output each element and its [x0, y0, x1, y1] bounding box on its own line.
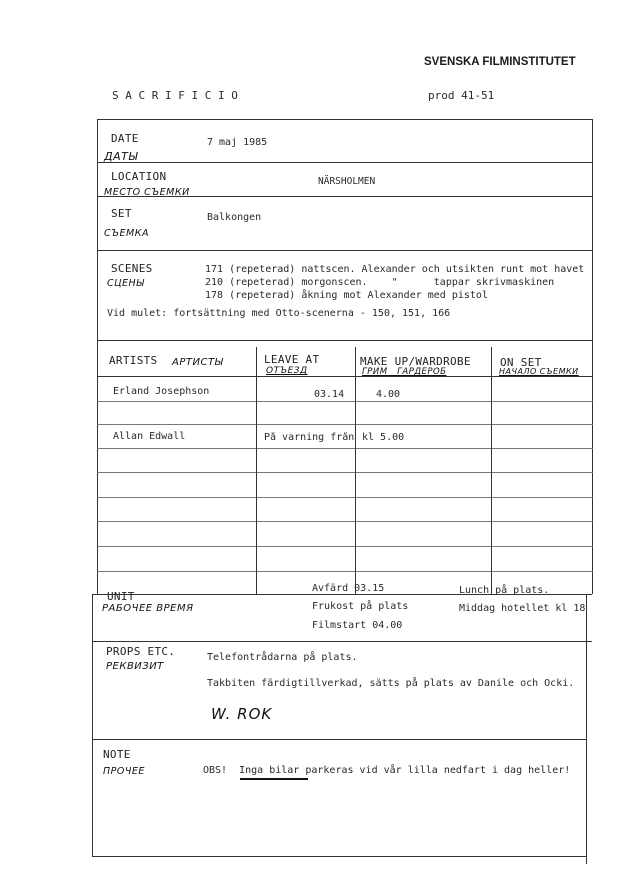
- table-row-makeup: 4.00: [376, 389, 401, 400]
- location-label-ru: МЕСТО СЪЕМКИ: [104, 187, 190, 198]
- table-row-makeup: kl 5.00: [362, 432, 405, 443]
- film-title: S A C R I F I C I O: [112, 89, 238, 102]
- unit-item: Frukost på plats: [312, 601, 409, 612]
- location-value: NÄRSHOLMEN: [318, 176, 376, 187]
- scenes-label-ru: СЦЕНЫ: [107, 278, 145, 289]
- scenes-note: Vid mulet: fortsättning med Otto-scenerna - 150, 151, 166: [107, 308, 451, 319]
- date-label: DATE: [111, 132, 139, 145]
- makeup-header: MAKE UP/WARDROBE: [360, 355, 471, 368]
- props-label-ru: РЕКВИЗИТ: [106, 661, 164, 672]
- unit-item: Avfärd 03.15: [312, 583, 385, 594]
- leave-at-header: LEAVE AT: [264, 353, 320, 366]
- note-label: NOTE: [103, 748, 131, 761]
- unit-label-ru: РАБОЧЕЕ ВРЕМЯ: [102, 603, 194, 614]
- props-label: PROPS ETC.: [106, 645, 176, 658]
- props-handwritten-note: W. ROK: [211, 705, 273, 723]
- props-line: Telefontrådarna på plats.: [207, 652, 358, 663]
- props-line: Takbiten färdigtillverkad, sätts på plats av Danile och Ocki.: [207, 678, 575, 689]
- scene-line: 171 (repeterad) nattscen. Alexander och utsikten runt mot havet: [205, 264, 585, 275]
- set-label: SET: [111, 207, 132, 220]
- table-row-leave: 03.14: [314, 389, 345, 400]
- on-set-header-ru: НАЧАЛО СЪЕМКИ: [499, 367, 579, 376]
- unit-item: Middag hotellet kl 18: [459, 603, 586, 614]
- note-underline: [240, 778, 308, 780]
- artists-header: ARTISTS: [109, 354, 158, 367]
- leave-at-header-ru: ОТЪЕЗД: [266, 366, 308, 376]
- scenes-label: SCENES: [111, 262, 153, 275]
- date-value: 7 maj 1985: [207, 137, 268, 148]
- institute-name: SVENSKA FILMINSTITUTET: [424, 56, 576, 68]
- set-value: Balkongen: [207, 212, 262, 223]
- note-label-ru: ПРОЧЕЕ: [103, 766, 145, 777]
- unit-label: UNIT: [107, 590, 135, 603]
- table-row-leave: På varning från: [264, 432, 355, 443]
- table-row-artist: Erland Josephson: [113, 386, 210, 397]
- table-row-artist: Allan Edwall: [113, 431, 186, 442]
- unit-item: Filmstart 04.00: [312, 620, 403, 631]
- production-number: prod 41-51: [428, 89, 495, 102]
- on-set-header: ON SET: [500, 356, 542, 369]
- unit-item: Lunch på plats.: [459, 585, 550, 596]
- set-label-ru: СЪЕМКА: [104, 228, 149, 239]
- note-text: OBS! Inga bilar parkeras vid vår lilla nedfart i dag heller!: [203, 765, 571, 776]
- scene-line: 210 (repeterad) morgonscen. " tappar skrivmaskinen: [205, 277, 555, 288]
- makeup-header-ru: ГРИМ ГАРДЕРОБ: [362, 367, 447, 377]
- location-label: LOCATION: [111, 170, 167, 183]
- date-label-ru: ДАТЫ: [104, 150, 138, 163]
- artists-header-ru: АРТИСТЫ: [172, 357, 224, 368]
- scene-line: 178 (repeterad) åkning mot Alexander med pistol: [205, 290, 488, 301]
